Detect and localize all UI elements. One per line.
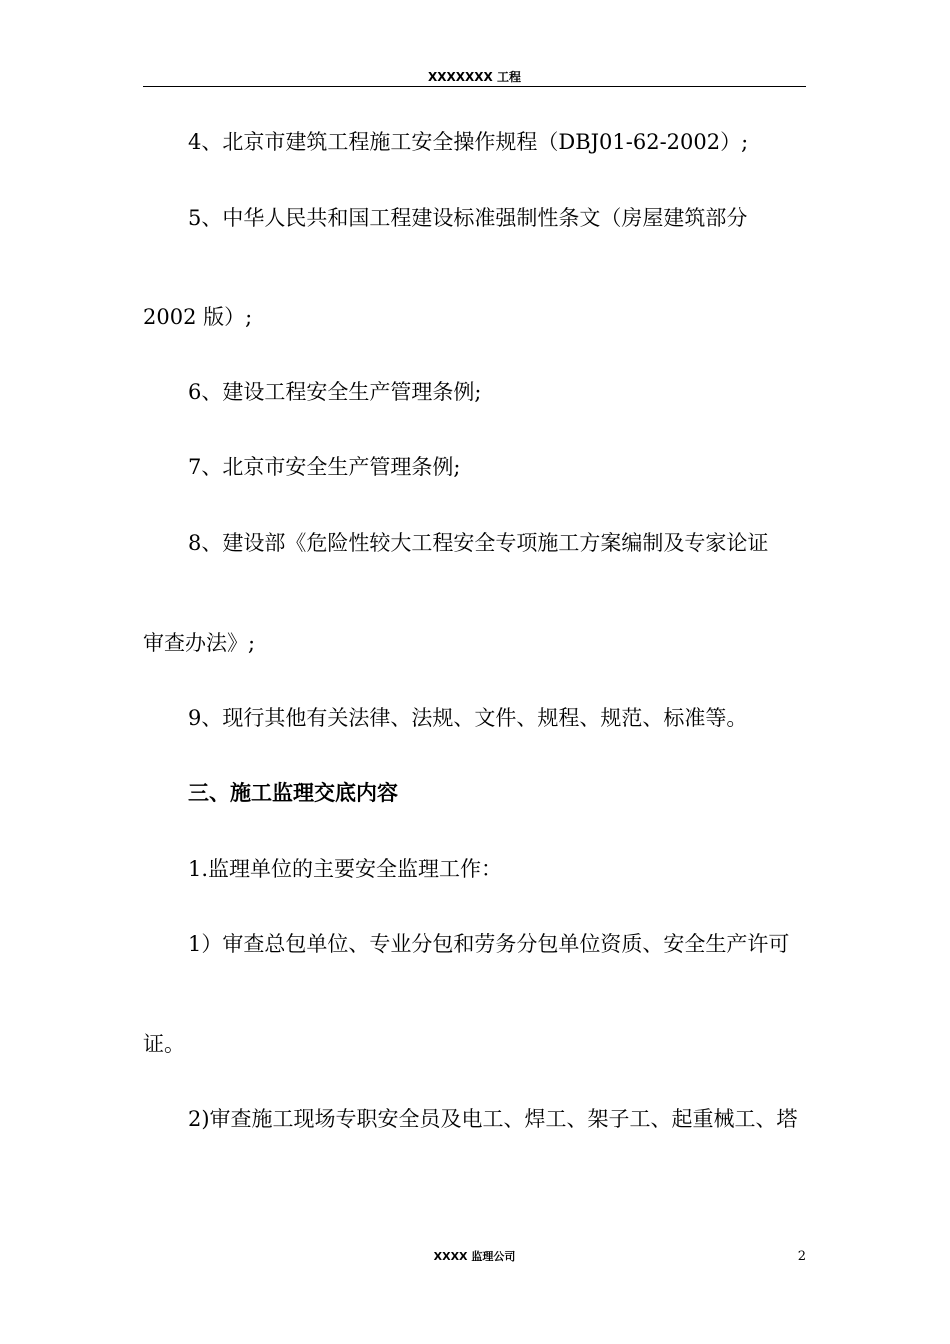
page-header: XXXXXXX 工程 — [428, 70, 521, 84]
header-rule — [143, 86, 806, 87]
list-item-9: 9、现行其他有关法律、法规、文件、规程、规范、标准等。 — [188, 706, 748, 730]
list-item-8-continued: 审查办法》; — [143, 631, 256, 655]
list-item-8: 8、建设部《危险性较大工程安全专项施工方案编制及专家论证 — [188, 531, 769, 555]
list-item-1: 1）审查总包单位、专业分包和劳务分包单位资质、安全生产许可 — [188, 932, 790, 956]
list-item-4: 4、北京市建筑工程施工安全操作规程（DBJ01-62-2002）; — [188, 130, 749, 154]
subsection-heading: 1.监理单位的主要安全监理工作： — [188, 857, 503, 881]
list-item-5-continued: 2002 版）; — [143, 305, 253, 329]
list-item-7: 7、北京市安全生产管理条例; — [188, 455, 461, 479]
list-item-2: 2)审查施工现场专职安全员及电工、焊工、架子工、起重械工、塔 — [188, 1107, 798, 1131]
section-heading: 三、施工监理交底内容 — [188, 780, 398, 805]
page-footer: XXXX 监理公司 — [433, 1250, 516, 1263]
list-item-6: 6、建设工程安全生产管理条例; — [188, 380, 482, 404]
list-item-5: 5、中华人民共和国工程建设标准强制性条文（房屋建筑部分 — [188, 206, 748, 230]
list-item-1-continued: 证。 — [143, 1032, 185, 1056]
page-number: 2 — [797, 1249, 806, 1264]
